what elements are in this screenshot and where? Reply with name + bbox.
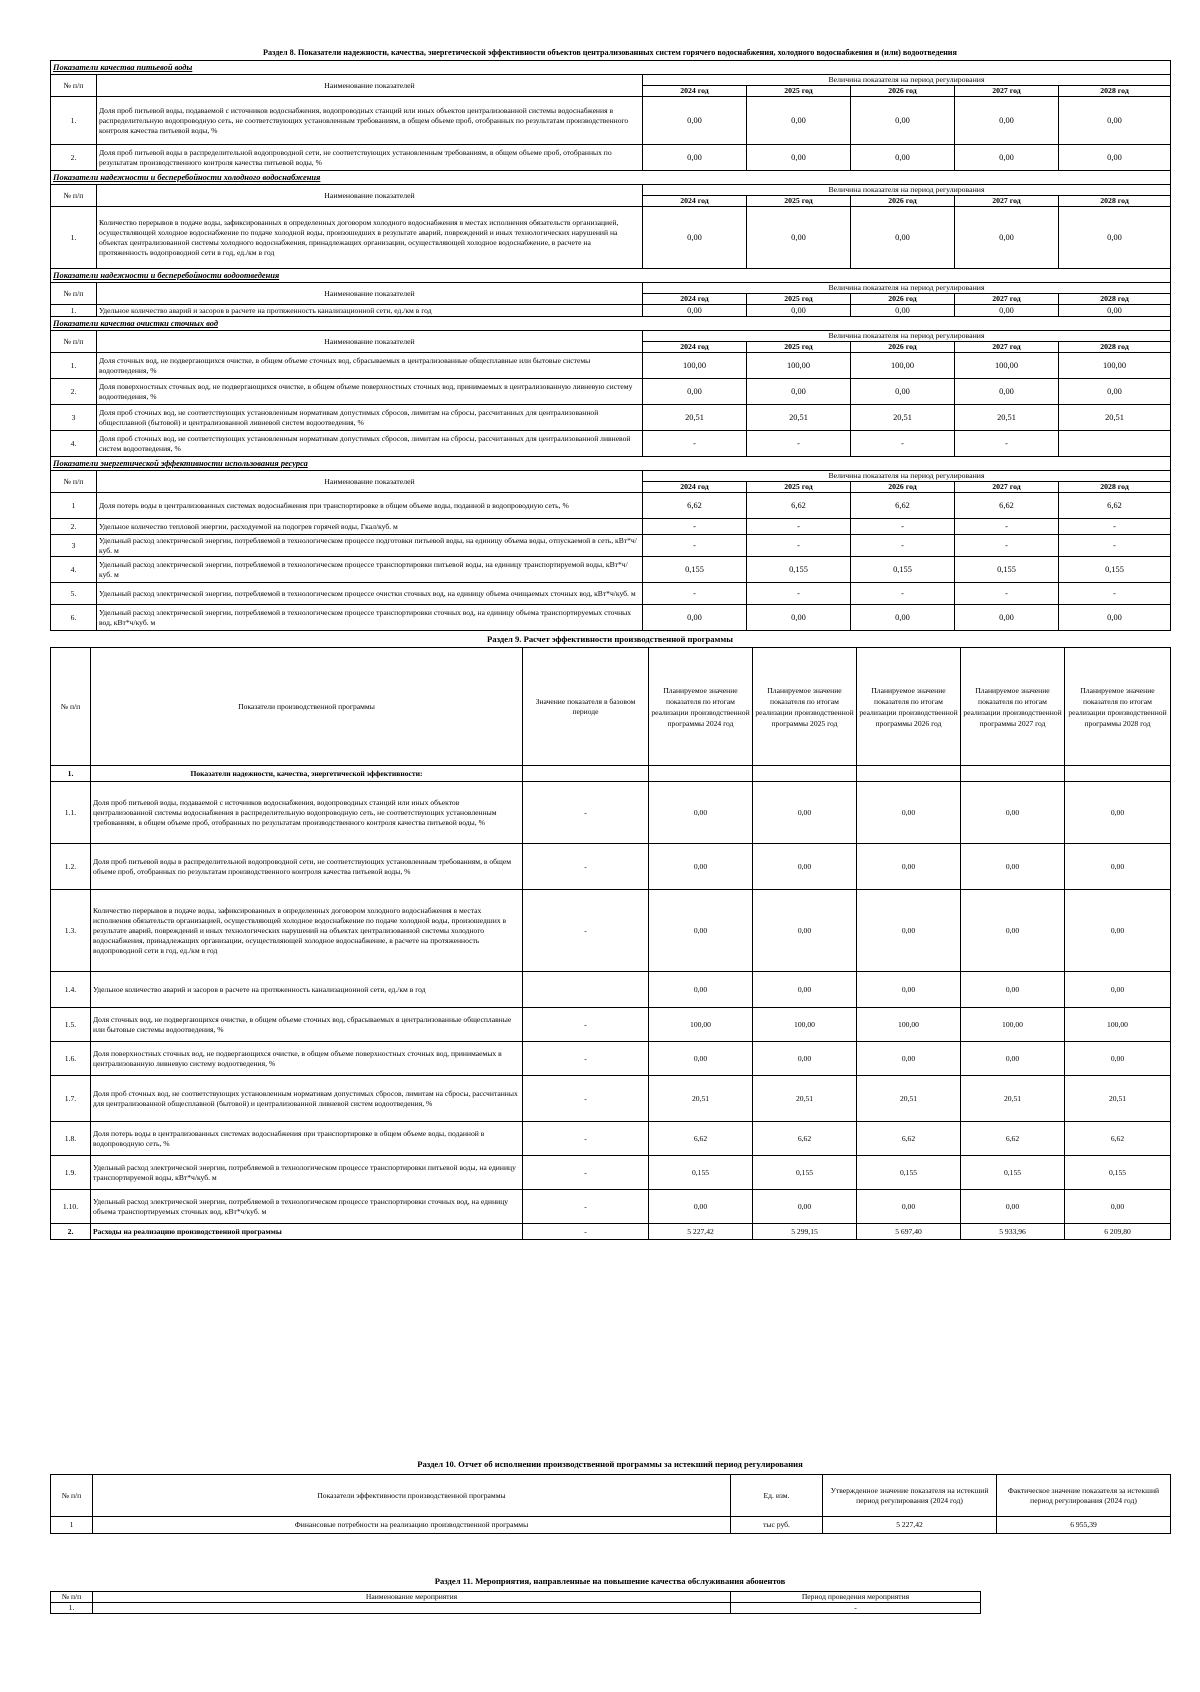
s10-row-actual: 6 955,39 <box>997 1517 1171 1534</box>
row-value: - <box>643 535 747 557</box>
empty-cell <box>753 766 857 782</box>
table-row <box>51 605 1171 631</box>
empty-cell <box>857 766 961 782</box>
row-value: - <box>1059 583 1171 605</box>
row-num: 1. <box>51 305 97 317</box>
row-num: 3 <box>51 405 97 431</box>
row-base: - <box>523 844 649 890</box>
year-header: 2025 год <box>747 342 851 353</box>
row-num: 1.1. <box>51 782 91 844</box>
year-header: 2027 год <box>955 196 1059 207</box>
row-value: 6,62 <box>1065 1122 1171 1156</box>
row-value: 0,00 <box>753 844 857 890</box>
row-num: 3 <box>51 535 97 557</box>
row-name: Доля проб питьевой воды, подаваемой с источников водоснабжения, водопроводных станций или иных объектов централизованной системы водоснабжения в распределительную водопроводную сеть, не соответствующих установленным требованиям, в общем объеме проб, отобранных по результатам производственного контроля качества питьевой воды, % <box>97 97 643 145</box>
year-header: 2026 год <box>851 196 955 207</box>
row-value: 0,00 <box>955 305 1059 317</box>
table-row <box>51 405 1171 431</box>
row-value: 100,00 <box>961 1008 1065 1042</box>
row-value: 0,00 <box>649 972 753 1008</box>
row-value: 0,00 <box>1059 207 1171 269</box>
table-row <box>51 1122 1171 1156</box>
row-name: Доля потерь воды в централизованных системах водоснабжения при транспортировке в общем объеме воды, поданной в водопроводную сеть, % <box>97 493 643 519</box>
row-value: 0,00 <box>1059 97 1171 145</box>
row-value: 0,00 <box>643 145 747 171</box>
row-value: 0,155 <box>955 557 1059 583</box>
year-header: 2024 год <box>643 294 747 305</box>
row-value: 0,00 <box>857 1190 961 1224</box>
row-name: Расходы на реализацию производственной программы <box>91 1224 523 1240</box>
row-value: 0,155 <box>649 1156 753 1190</box>
row-name: Удельный расход электрической энергии, потребляемой в технологическом процессе подготовки питьевой воды, на единицу объема воды, отпускаемой в сеть, кВт*ч/куб. м <box>97 535 643 557</box>
document-page <box>50 46 1170 1612</box>
s11-row-num: 1. <box>51 1603 93 1614</box>
row-value: 0,00 <box>955 379 1059 405</box>
row-value: 0,00 <box>961 890 1065 972</box>
row-base: - <box>523 890 649 972</box>
row-num: 1.5. <box>51 1008 91 1042</box>
row-value: 0,00 <box>649 1190 753 1224</box>
year-header: 2028 год <box>1059 342 1171 353</box>
row-name: Удельное количество аварий и засоров в расчете на протяженность канализационной сети, ед./км в год <box>97 305 643 317</box>
col-value-header: Величина показателя на период регулирования <box>643 75 1171 86</box>
table-row <box>51 145 1171 171</box>
row-value: - <box>643 519 747 535</box>
row-num: 1. <box>51 353 97 379</box>
section9-title: Раздел 9. Расчет эффективности производственной программы <box>487 634 733 644</box>
row-value: 5 299,15 <box>753 1224 857 1240</box>
row-base: - <box>523 1042 649 1076</box>
row-num: 1.3. <box>51 890 91 972</box>
row-value: 100,00 <box>1059 353 1171 379</box>
row-name: Доля потерь воды в централизованных системах водоснабжения при транспортировке в общем объеме воды, поданной в водопроводную сеть, % <box>91 1122 523 1156</box>
year-header: 2027 год <box>955 482 1059 493</box>
row-value: 0,00 <box>1059 379 1171 405</box>
row-value: - <box>851 431 955 457</box>
row-value: - <box>955 535 1059 557</box>
row-name: Доля проб сточных вод, не соответствующих установленным нормативам допустимых сбросов, лимитам на сбросы, рассчитанных для централизованной ливневой систем водоотведения, % <box>97 431 643 457</box>
row-value: - <box>955 431 1059 457</box>
empty-cell <box>1065 766 1171 782</box>
row-value: 0,00 <box>955 97 1059 145</box>
s10-col-name: Показатели эффективности производственной программы <box>93 1475 731 1517</box>
table-row <box>51 493 1171 519</box>
year-header: 2026 год <box>851 86 955 97</box>
col-num-header: № п/п <box>51 283 97 305</box>
row-value: 5 697,40 <box>857 1224 961 1240</box>
row-value: 6,62 <box>753 1122 857 1156</box>
table-row <box>51 535 1171 557</box>
section8-title: Раздел 8. Показатели надежности, качества, энергетической эффективности объектов централизованных систем горячего водоснабжения, холодного водоснабжения и (или) водоотведения <box>263 48 957 57</box>
row-name: Количество перерывов в подаче воды, зафиксированных в определенных договором холодного водоснабжения в местах исполнения обязательств организацией, осуществляющей холодное водоснабжение по подаче холодной воды, произошедших в результате аварий, повреждений и иных технологических нарушений на объектах централизованной системы холодного водоснабжения, принадлежащих организации, осуществляющей холодное водоснабжение, в расчете на протяженность водопроводной сети в год, ед./км в год <box>91 890 523 972</box>
col-name-header: Наименование показателей <box>97 185 643 207</box>
s11-col-period: Период проведения мероприятия <box>731 1592 981 1603</box>
row-value: 0,00 <box>649 782 753 844</box>
s10-row-num: 1 <box>51 1517 93 1534</box>
row-name: Удельный расход электрической энергии, потребляемой в технологическом процессе транспортировки питьевой воды, на единицу транспортируемой воды, кВт*ч/куб. м <box>97 557 643 583</box>
year-header: 2026 год <box>851 482 955 493</box>
s10-col-num: № п/п <box>51 1475 93 1517</box>
row-name: Доля сточных вод, не подвергающихся очистке, в общем объеме сточных вод, сбрасываемых в централизованные общесплавные или бытовые системы водоотведения, % <box>91 1008 523 1042</box>
row-value: 0,00 <box>1065 1190 1171 1224</box>
row-num: 1.7. <box>51 1076 91 1122</box>
row-value: - <box>747 583 851 605</box>
row-value: 100,00 <box>851 353 955 379</box>
row-value: - <box>955 583 1059 605</box>
row-value: 0,00 <box>643 207 747 269</box>
table-row <box>51 972 1171 1008</box>
row-name: Доля проб сточных вод, не соответствующих установленным нормативам допустимых сбросов, лимитам на сбросы, рассчитанных для централизованной общесплавной (бытовой) и централизованной ливневой систем водоотведения, % <box>91 1076 523 1122</box>
row-value: 100,00 <box>1065 1008 1171 1042</box>
s10-col-actual: Фактическое значение показателя за истекший период регулирования (2024 год) <box>997 1475 1171 1517</box>
row-value: 100,00 <box>955 353 1059 379</box>
row-value: 0,00 <box>955 145 1059 171</box>
table-row <box>51 1042 1171 1076</box>
col-name-header: Наименование показателей <box>97 471 643 493</box>
row-value: 0,155 <box>643 557 747 583</box>
table-row <box>51 557 1171 583</box>
row-value: 0,00 <box>643 379 747 405</box>
row-value: 0,00 <box>1065 972 1171 1008</box>
s11-row-name <box>93 1603 731 1614</box>
year-header: 2027 год <box>955 86 1059 97</box>
s10-col-unit: Ед. изм. <box>731 1475 823 1517</box>
row-value: 6,62 <box>955 493 1059 519</box>
row-value: 100,00 <box>649 1008 753 1042</box>
table-row <box>51 1076 1171 1122</box>
row-base: - <box>523 1190 649 1224</box>
row-num: 2. <box>51 379 97 405</box>
row-value: 0,00 <box>753 1190 857 1224</box>
row-num: 1.8. <box>51 1122 91 1156</box>
section11-title: Раздел 11. Мероприятия, направленные на повышение качества обслуживания абонентов <box>434 1576 786 1586</box>
row-name: Удельный расход электрической энергии, потребляемой в технологическом процессе очистки сточных вод, на единицу объема очищаемых сточных вод, кВт*ч/куб. м <box>97 583 643 605</box>
row-value: 20,51 <box>1065 1076 1171 1122</box>
row-value: 0,155 <box>857 1156 961 1190</box>
row-num: 4. <box>51 431 97 457</box>
row-value: 0,00 <box>851 145 955 171</box>
table-row <box>51 97 1171 145</box>
row-value: 0,00 <box>753 1042 857 1076</box>
row-value: 6 209,80 <box>1065 1224 1171 1240</box>
row-value: 20,51 <box>649 1076 753 1122</box>
section10-title: Раздел 10. Отчет об исполнении производственной программы за истекший период регулирования <box>417 1459 803 1469</box>
row-value: - <box>851 535 955 557</box>
row-num: 6. <box>51 605 97 631</box>
row-value: 0,00 <box>857 890 961 972</box>
section-heading: Показатели энергетической эффективности использования ресурса <box>51 457 1171 471</box>
year-header: 2025 год <box>747 86 851 97</box>
year-header: 2024 год <box>643 342 747 353</box>
row-name: Доля проб сточных вод, не соответствующих установленным нормативам допустимых сбросов, лимитам на сбросы, рассчитанных для централизованной общесплавной (бытовой) и централизованной ливневой систем водоотведения, % <box>97 405 643 431</box>
row-value: - <box>747 519 851 535</box>
row-name: Удельное количество аварий и засоров в расчете на протяженность канализационной сети, ед./км в год <box>91 972 523 1008</box>
row-base: - <box>523 1008 649 1042</box>
empty-cell <box>961 766 1065 782</box>
s10-row-name: Финансовые потребности на реализацию производственной программы <box>93 1517 731 1534</box>
row-value: 0,155 <box>1059 557 1171 583</box>
row-value: 20,51 <box>851 405 955 431</box>
year-header: 2028 год <box>1059 482 1171 493</box>
row-value: - <box>747 431 851 457</box>
year-header: 2024 год <box>643 86 747 97</box>
row-value: 20,51 <box>955 405 1059 431</box>
row-value: - <box>851 519 955 535</box>
year-header: 2028 год <box>1059 196 1171 207</box>
row-value: 0,155 <box>851 557 955 583</box>
row-value: 0,00 <box>649 890 753 972</box>
row-value: 0,00 <box>1065 1042 1171 1076</box>
row-value: 0,00 <box>955 207 1059 269</box>
table-row <box>51 890 1171 972</box>
row-value: 0,00 <box>643 605 747 631</box>
table-row <box>51 583 1171 605</box>
row-value: 0,00 <box>961 1042 1065 1076</box>
row-value: 0,00 <box>857 1042 961 1076</box>
col-num-header: № п/п <box>51 75 97 97</box>
s10-row-unit: тыс руб. <box>731 1517 823 1534</box>
row-value: 100,00 <box>857 1008 961 1042</box>
row-value: 0,00 <box>961 1190 1065 1224</box>
row-base: - <box>523 1122 649 1156</box>
row-value: - <box>747 535 851 557</box>
row-name: Доля проб питьевой воды в распределительной водопроводной сети, не соответствующих установленным требованиям, в общем объеме проб, отобранных по результатам производственного контроля качества питьевой воды, % <box>91 844 523 890</box>
section-heading: Показатели качества питьевой воды <box>51 61 1171 75</box>
year-header: 2025 год <box>747 294 851 305</box>
year-header: 2025 год <box>747 196 851 207</box>
col-name-header: Наименование показателей <box>97 283 643 305</box>
row-value: 0,00 <box>649 1042 753 1076</box>
year-header: 2026 год <box>851 342 955 353</box>
row-value: 20,51 <box>747 405 851 431</box>
row-value: 0,00 <box>961 844 1065 890</box>
row-value: 0,00 <box>753 972 857 1008</box>
col-value-header: Величина показателя на период регулирования <box>643 185 1171 196</box>
table-row <box>51 519 1171 535</box>
row-num: 2. <box>51 1224 91 1240</box>
row-name: Удельный расход электрической энергии, потребляемой в технологическом процессе транспортировки сточных вод, на единицу объема транспортируемых сточных вод, кВт*ч/куб. м <box>97 605 643 631</box>
row-value: 0,00 <box>747 605 851 631</box>
row-num: 2. <box>51 519 97 535</box>
row-value: 100,00 <box>753 1008 857 1042</box>
row-value: 0,155 <box>961 1156 1065 1190</box>
row-value: 6,62 <box>747 493 851 519</box>
col-num-header: № п/п <box>51 331 97 353</box>
row-name: Доля проб питьевой воды, подаваемой с источников водоснабжения, водопроводных станций или иных объектов централизованной системы водоснабжения в распределительную водопроводную сеть, не соответствующих установленным требованиям, в общем объеме проб, отобранных по результатам производственного контроля качества питьевой воды, % <box>91 782 523 844</box>
row-value: 0,155 <box>753 1156 857 1190</box>
row-num: 5. <box>51 583 97 605</box>
row-base: - <box>523 782 649 844</box>
row-value: 0,155 <box>747 557 851 583</box>
section11-table <box>50 1591 981 1614</box>
table-row <box>51 305 1171 317</box>
col-name-header: Наименование показателей <box>97 331 643 353</box>
empty-cell <box>523 766 649 782</box>
row-value: 0,00 <box>851 207 955 269</box>
row-value: 0,00 <box>1065 890 1171 972</box>
total-row <box>51 1224 1171 1240</box>
s11-col-name: Наименование мероприятия <box>93 1592 731 1603</box>
table-row <box>51 379 1171 405</box>
section10-table <box>50 1474 1171 1534</box>
year-header: 2028 год <box>1059 294 1171 305</box>
row-value: 0,00 <box>857 972 961 1008</box>
table-row <box>51 353 1171 379</box>
row-value: 0,155 <box>1065 1156 1171 1190</box>
row-name: Удельный расход электрической энергии, потребляемой в технологическом процессе транспортировки сточных вод, на единицу объема транспортируемых сточных вод, кВт*ч/куб. м <box>91 1190 523 1224</box>
row-num: 2. <box>51 145 97 171</box>
row-value: 0,00 <box>747 97 851 145</box>
row-value: 0,00 <box>961 782 1065 844</box>
col-base-header: Значение показателя в базовом периоде <box>523 648 649 766</box>
row-base: - <box>523 1156 649 1190</box>
col-value-header: Величина показателя на период регулирования <box>643 283 1171 294</box>
row-value: 6,62 <box>1059 493 1171 519</box>
section9-table <box>50 647 1171 1240</box>
col-name-header: Показатели производственной программы <box>91 648 523 766</box>
row-value: - <box>1059 535 1171 557</box>
group-num: 1. <box>51 766 91 782</box>
row-value: 0,00 <box>1059 145 1171 171</box>
row-value: - <box>643 583 747 605</box>
table-row <box>51 1156 1171 1190</box>
year-header: 2026 год <box>851 294 955 305</box>
year-header: 2027 год <box>955 342 1059 353</box>
row-num: 1.9. <box>51 1156 91 1190</box>
row-name: Количество перерывов в подаче воды, зафиксированных в определенных договором холодного водоснабжения в местах исполнения обязательств организацией, осуществляющей холодное водоснабжение по подаче холодной воды, произошедших в результате аварий, повреждений и иных технологических нарушений на объектах централизованной системы холодного водоснабжения, принадлежащих организации, осуществляющей холодное водоснабжение, в расчете на протяженность водопроводной сети в год, ед./км в год <box>97 207 643 269</box>
row-value: 20,51 <box>961 1076 1065 1122</box>
col-num-header: № п/п <box>51 185 97 207</box>
row-name: Доля проб питьевой воды в распределительной водопроводной сети, не соответствующих установленным требованиям, в общем объеме проб, отобранных по результатам производственного контроля качества питьевой воды, % <box>97 145 643 171</box>
row-value: 0,00 <box>753 890 857 972</box>
row-value: 0,00 <box>643 305 747 317</box>
table-row <box>51 1190 1171 1224</box>
row-name: Удельный расход электрической энергии, потребляемой в технологическом процессе транспортировки питьевой воды, на единицу транспортируемой воды, кВт*ч/куб. м <box>91 1156 523 1190</box>
year-header: 2027 год <box>955 294 1059 305</box>
row-value: - <box>955 519 1059 535</box>
section8-table <box>50 60 1171 631</box>
row-value: 0,00 <box>857 844 961 890</box>
year-header: 2025 год <box>747 482 851 493</box>
col-num-header: № п/п <box>51 648 91 766</box>
section-heading: Показатели качества очистки сточных вод <box>51 317 1171 331</box>
group-name: Показатели надежности, качества, энергетической эффективности: <box>91 766 523 782</box>
row-value: 0,00 <box>1059 305 1171 317</box>
row-base: - <box>523 1076 649 1122</box>
row-value: 20,51 <box>643 405 747 431</box>
row-value: 6,62 <box>649 1122 753 1156</box>
row-num: 1. <box>51 207 97 269</box>
plan-header: Планируемое значение показателя по итогам реализации производственной программы 2025 год <box>753 648 857 766</box>
row-value: 0,00 <box>753 782 857 844</box>
table-row <box>51 1008 1171 1042</box>
section-heading: Показатели надежности и бесперебойности холодного водоснабжения <box>51 171 1171 185</box>
row-value: 100,00 <box>643 353 747 379</box>
row-num: 1.6. <box>51 1042 91 1076</box>
row-value: 0,00 <box>851 97 955 145</box>
table-row <box>51 844 1171 890</box>
row-value: 0,00 <box>851 379 955 405</box>
row-value: 0,00 <box>747 207 851 269</box>
row-value: 0,00 <box>955 605 1059 631</box>
row-value: - <box>643 431 747 457</box>
table-row <box>51 207 1171 269</box>
row-base <box>523 972 649 1008</box>
row-value: 6,62 <box>961 1122 1065 1156</box>
row-value: 20,51 <box>857 1076 961 1122</box>
plan-header: Планируемое значение показателя по итогам реализации производственной программы 2026 год <box>857 648 961 766</box>
row-value: 0,00 <box>1065 782 1171 844</box>
year-header: 2028 год <box>1059 86 1171 97</box>
row-value: 0,00 <box>961 972 1065 1008</box>
row-value: - <box>1059 519 1171 535</box>
row-num: 1. <box>51 97 97 145</box>
s11-row-period: - <box>731 1603 981 1614</box>
s10-col-approved: Утвержденное значение показателя на истекший период регулирования (2024 год) <box>823 1475 997 1517</box>
s10-row-approved: 5 227,42 <box>823 1517 997 1534</box>
table-row <box>51 431 1171 457</box>
row-num: 1.4. <box>51 972 91 1008</box>
row-value: 0,00 <box>649 844 753 890</box>
row-value: 0,00 <box>857 782 961 844</box>
row-value: 6,62 <box>851 493 955 519</box>
row-value: 0,00 <box>747 145 851 171</box>
col-name-header: Наименование показателей <box>97 75 643 97</box>
row-num: 4. <box>51 557 97 583</box>
row-name: Доля поверхностных сточных вод, не подвергающихся очистке, в общем объеме поверхностных сточных вод, принимаемых в централизованную ливневую систему водоотведения, % <box>91 1042 523 1076</box>
row-name: Удельное количество тепловой энергии, расходуемой на подогрев горячей воды, Гкал/куб. м <box>97 519 643 535</box>
row-value <box>1059 431 1171 457</box>
row-value: 0,00 <box>643 97 747 145</box>
empty-cell <box>649 766 753 782</box>
s11-col-num: № п/п <box>51 1592 93 1603</box>
row-value: 20,51 <box>1059 405 1171 431</box>
row-value: 0,00 <box>1065 844 1171 890</box>
row-value: 5 933,96 <box>961 1224 1065 1240</box>
col-value-header: Величина показателя на период регулирования <box>643 471 1171 482</box>
row-num: 1.10. <box>51 1190 91 1224</box>
row-value: 0,00 <box>747 379 851 405</box>
row-value: 0,00 <box>851 305 955 317</box>
plan-header: Планируемое значение показателя по итогам реализации производственной программы 2027 год <box>961 648 1065 766</box>
row-value: 5 227,42 <box>649 1224 753 1240</box>
row-value: 6,62 <box>857 1122 961 1156</box>
row-value: 20,51 <box>753 1076 857 1122</box>
row-name: Доля поверхностных сточных вод, не подвергающихся очистке, в общем объеме поверхностных сточных вод, принимаемых в централизованную ливневую систему водоотведения, % <box>97 379 643 405</box>
section-heading: Показатели надежности и бесперебойности водоотведения <box>51 269 1171 283</box>
year-header: 2024 год <box>643 196 747 207</box>
row-num: 1 <box>51 493 97 519</box>
col-num-header: № п/п <box>51 471 97 493</box>
row-name: Доля сточных вод, не подвергающихся очистке, в общем объеме сточных вод, сбрасываемых в централизованные общесплавные или бытовые системы водоотведения, % <box>97 353 643 379</box>
row-value: 0,00 <box>1059 605 1171 631</box>
row-base: - <box>523 1224 649 1240</box>
row-value: 6,62 <box>643 493 747 519</box>
row-value: - <box>851 583 955 605</box>
col-value-header: Величина показателя на период регулирования <box>643 331 1171 342</box>
row-num: 1.2. <box>51 844 91 890</box>
year-header: 2024 год <box>643 482 747 493</box>
row-value: 100,00 <box>747 353 851 379</box>
table-row <box>51 782 1171 844</box>
plan-header: Планируемое значение показателя по итогам реализации производственной программы 2024 год <box>649 648 753 766</box>
plan-header: Планируемое значение показателя по итогам реализации производственной программы 2028 год <box>1065 648 1171 766</box>
row-value: 0,00 <box>747 305 851 317</box>
row-value: 0,00 <box>851 605 955 631</box>
